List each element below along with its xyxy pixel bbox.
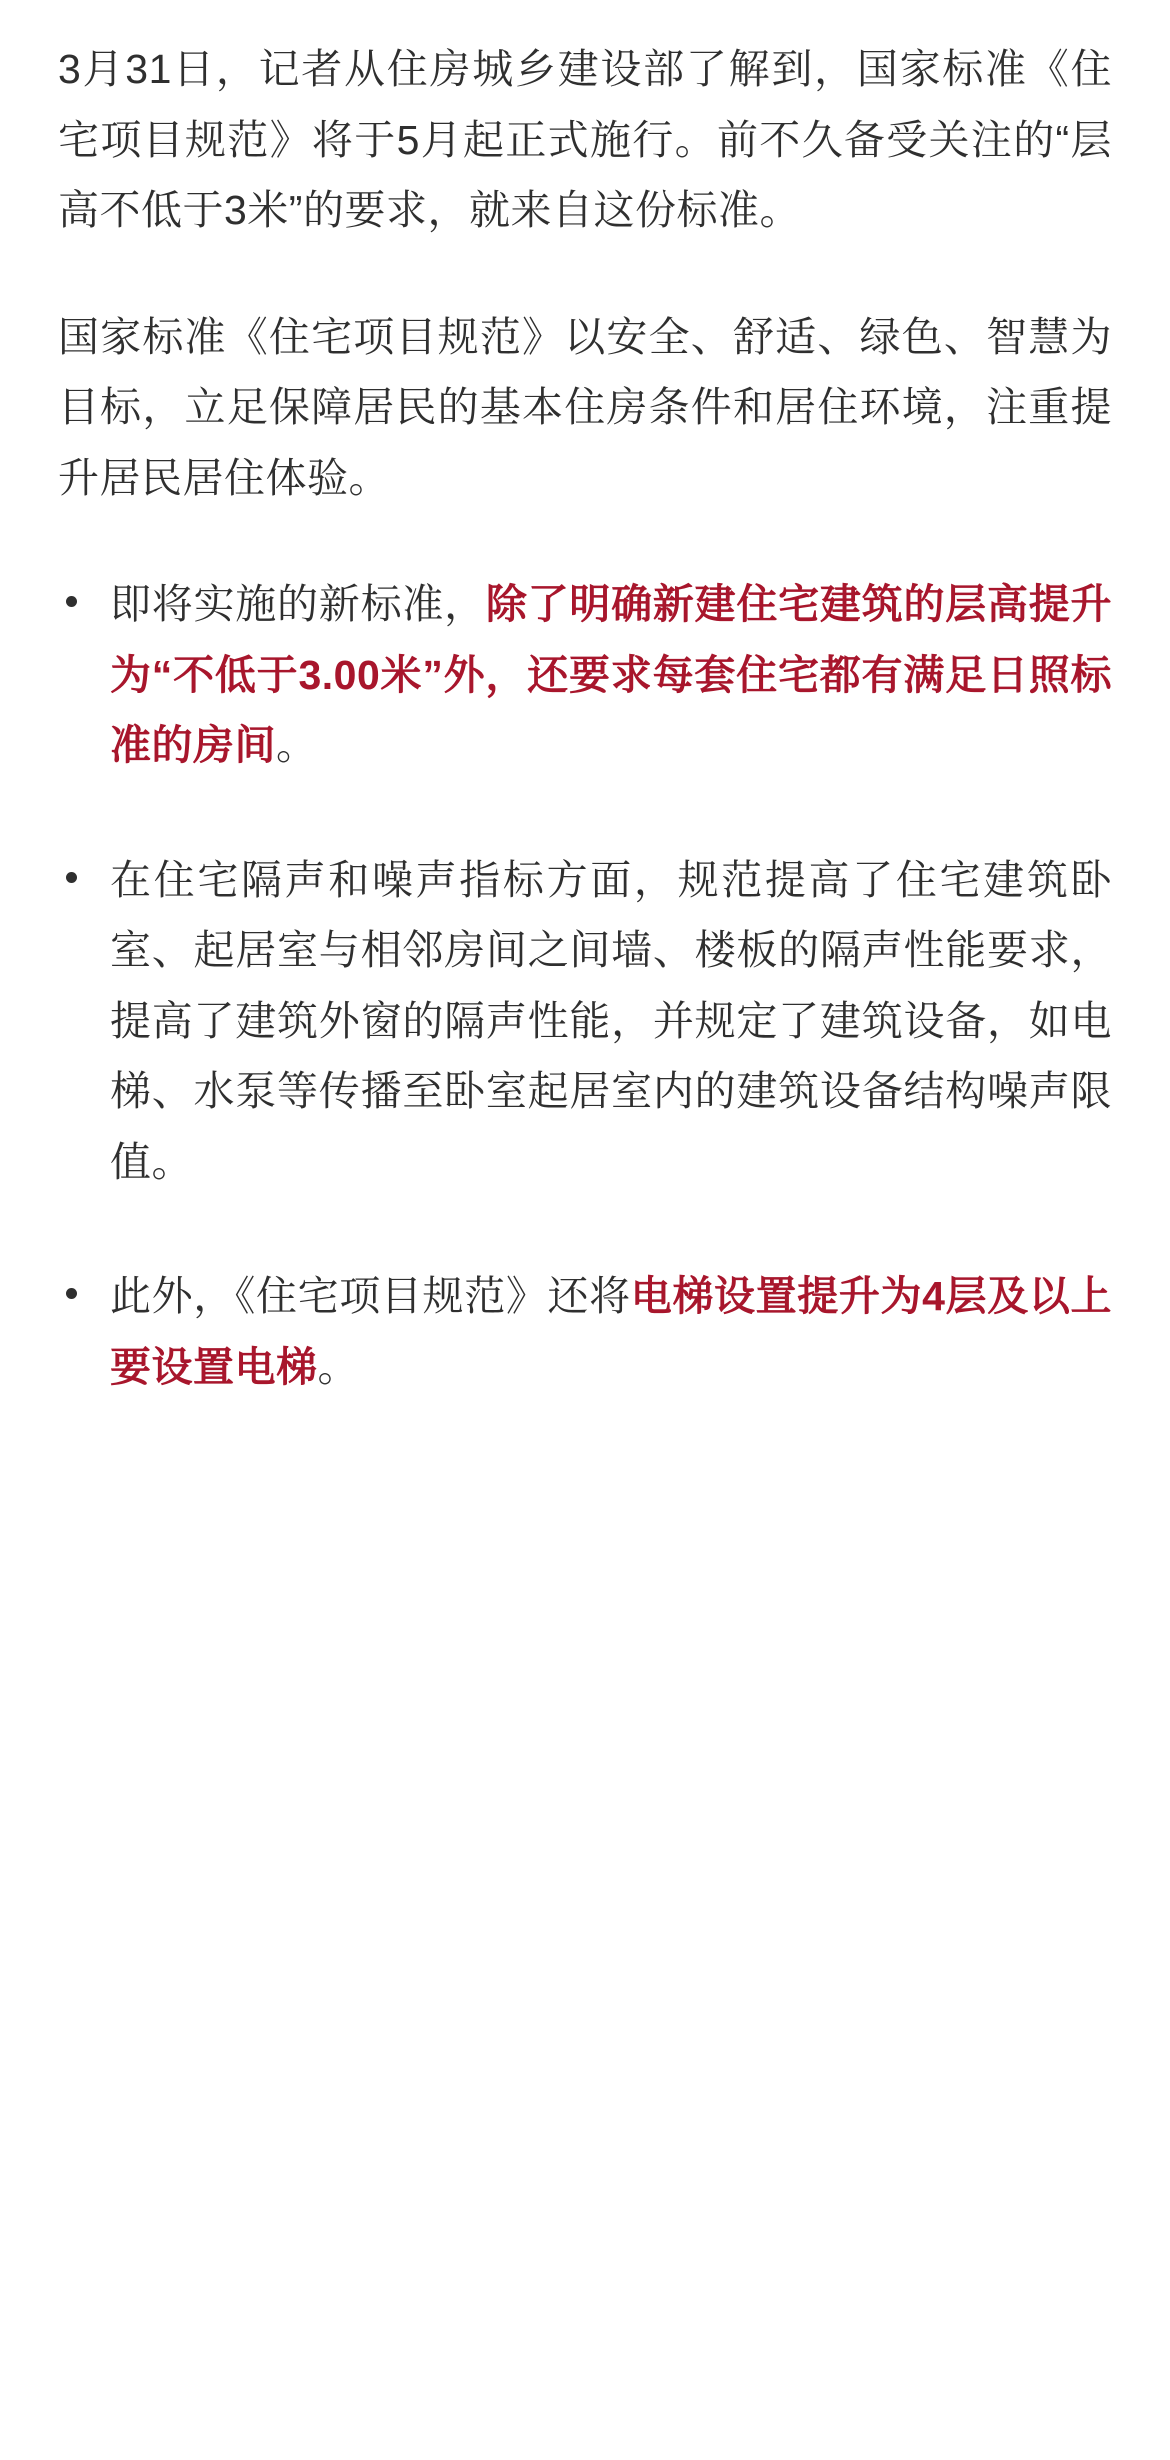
bullet-lead-text: 即将实施的新标准， (110, 581, 486, 628)
bullet-dot-icon (66, 872, 77, 883)
bullet-lead-text: 在住宅隔声和噪声指标方面，规范提高了住宅建筑卧室、起居室与相邻房间之间墙、楼板的隔声性能要求，提高了建筑外窗的隔声性能，并规定了建筑设备，如电梯、水泵等传播至卧室起居室内的建筑设备结构噪声限值。 (110, 856, 1112, 1185)
bullet-highlight-text: 除了明确新建住宅建筑的层高提升为“不低于3.00米”外，还要求每套住宅都有满足日照标准的房间 (110, 581, 1113, 769)
list-item (58, 845, 1112, 1198)
paragraph-overview: 国家标准《住宅项目规范》以安全、舒适、绿色、智慧为目标，立足保障居民的基本住房条件和居住环境，注重提升居民居住体验。 (58, 313, 1112, 501)
list-item (58, 1261, 1112, 1402)
bullet-tail-text: 。 (276, 722, 318, 769)
list-item (58, 569, 1112, 781)
bullet-dot-icon (66, 1288, 77, 1299)
bullet-lead-text: 此外，《住宅项目规范》还将 (110, 1273, 631, 1320)
bullet-highlight-text: 电梯设置提升为4层及以上要设置电梯 (110, 1273, 1112, 1390)
bullet-dot-icon (66, 596, 77, 607)
bullet-tail-text: 。 (317, 1343, 359, 1390)
paragraph-intro: 3月31日，记者从住房城乡建设部了解到，国家标准《住宅项目规范》将于5月起正式施行。前不久备受关注的“层高不低于3米”的要求，就来自这份标准。 (58, 46, 1112, 234)
bullet-list (58, 569, 1112, 1402)
